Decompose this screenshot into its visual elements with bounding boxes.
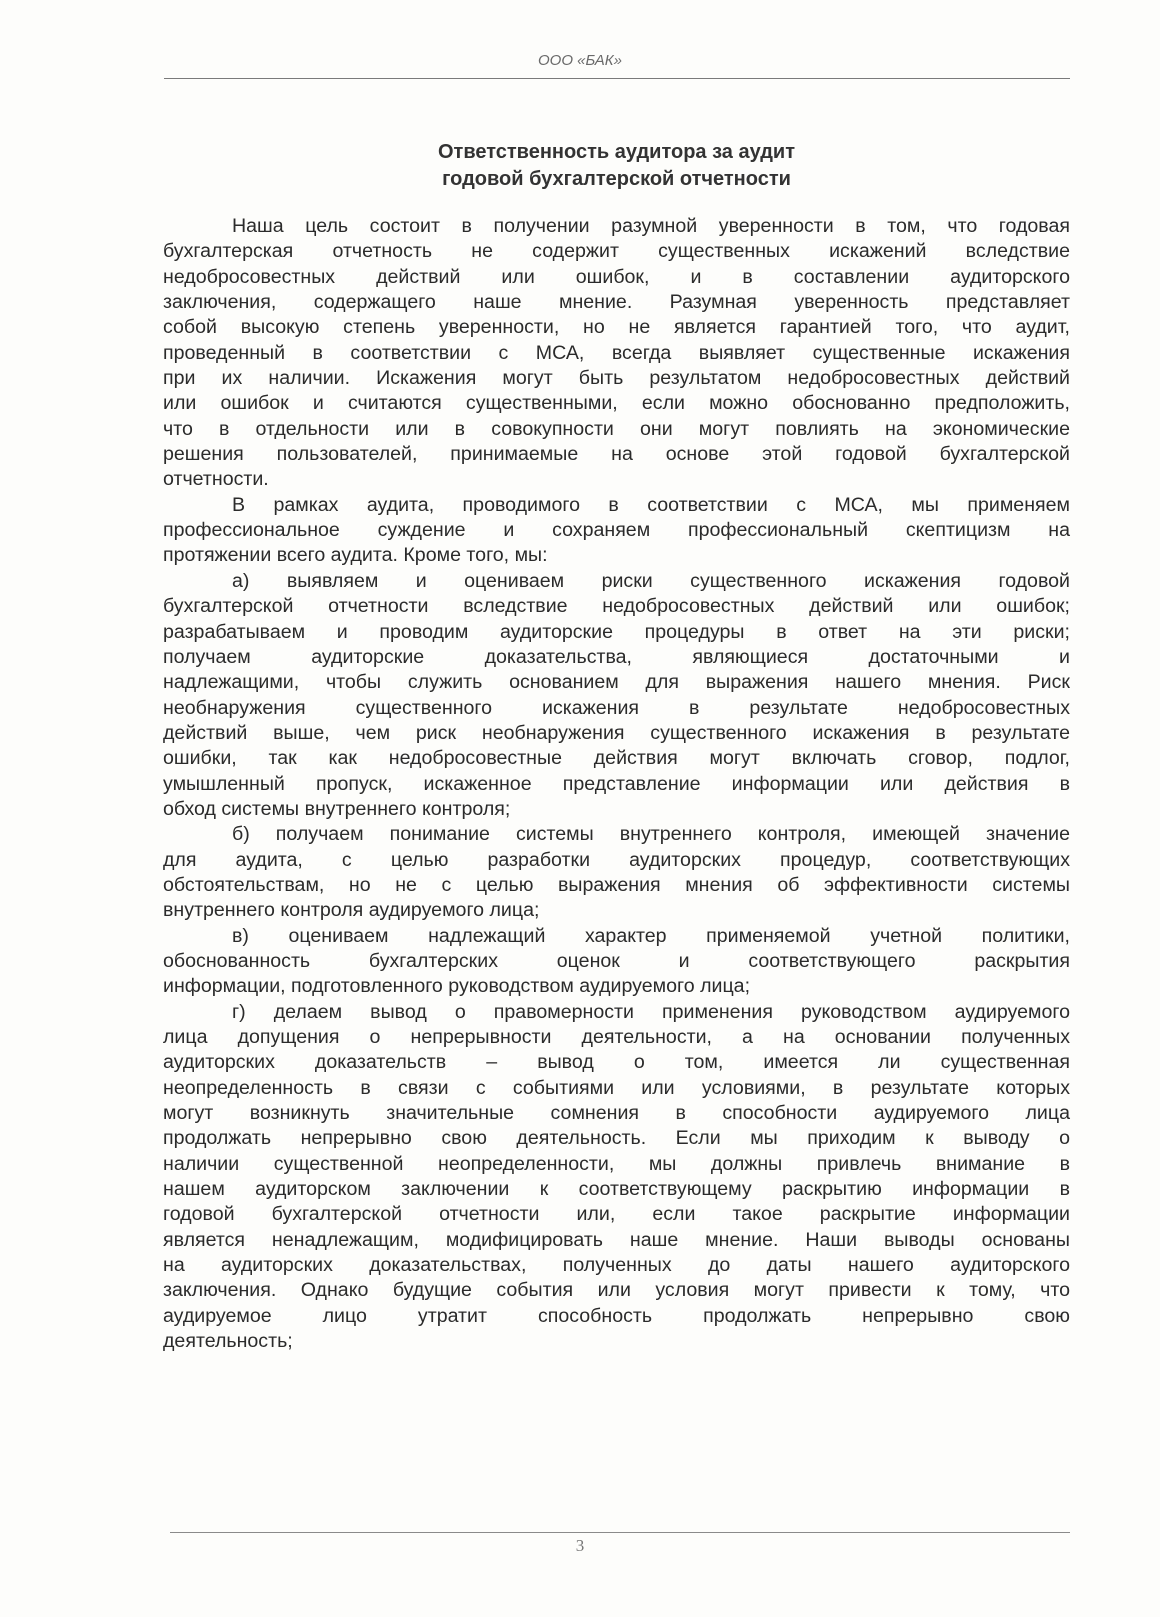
document-body <box>163 214 1070 1354</box>
paragraph <box>163 1000 1070 1355</box>
text-line: нашем аудиторском заключении к соответствующему раскрытию информации в <box>163 1178 1070 1201</box>
paragraph <box>163 493 1070 569</box>
text-line: разрабатываем и проводим аудиторские процедуры в ответ на эти риски; <box>163 620 1070 643</box>
header-company-name: ООО «БАК» <box>538 52 622 69</box>
text-line: могут возникнуть значительные сомнения в способности аудируемого лица <box>163 1102 1070 1125</box>
text-line: является ненадлежащим, модифицировать наше мнение. Наши выводы основаны <box>163 1228 1070 1251</box>
text-line: аудируемое лицо утратит способность продолжать непрерывно свою <box>163 1304 1070 1327</box>
paragraph <box>163 822 1070 923</box>
text-line: получаем аудиторские доказательства, являющиеся достаточными и <box>163 645 1070 668</box>
text-line: годовой бухгалтерской отчетности или, если такое раскрытие информации <box>163 1203 1070 1226</box>
text-line: при их наличии. Искажения могут быть результатом недобросовестных действий <box>163 367 1070 390</box>
text-line: заключения, содержащего наше мнение. Разумная уверенность представляет <box>163 291 1070 314</box>
text-line: б) получаем понимание системы внутреннего контроля, имеющей значение <box>232 823 1070 846</box>
text-line: г) делаем вывод о правомерности применения руководством аудируемого <box>232 1000 1070 1023</box>
text-line: внутреннего контроля аудируемого лица; <box>163 899 540 922</box>
text-line: профессиональное суждение и сохраняем профессиональный скептицизм на <box>163 519 1070 542</box>
text-line: аудиторских доказательств – вывод о том, имеется ли существенная <box>163 1051 1070 1074</box>
text-line: в) оцениваем надлежащий характер применяемой учетной политики, <box>232 924 1070 947</box>
paragraph <box>163 214 1070 493</box>
text-line: необнаружения существенного искажения в результате недобросовестных <box>163 696 1070 719</box>
text-line: для аудита, с целью разработки аудиторских процедур, соответствующих <box>163 848 1070 871</box>
text-line: Наша цель состоит в получении разумной уверенности в том, что годовая <box>232 215 1070 237</box>
text-line: действий выше, чем риск необнаружения существенного искажения в результате <box>163 721 1070 744</box>
text-line: собой высокую степень уверенности, но не является гарантией того, что аудит, <box>163 316 1070 339</box>
text-line: обход системы внутреннего контроля; <box>163 797 511 820</box>
text-line: бухгалтерская отчетность не содержит существенных искажений вследствие <box>163 240 1070 263</box>
text-line: отчетности. <box>163 468 269 491</box>
paragraph <box>163 924 1070 1000</box>
paragraph <box>163 569 1070 822</box>
text-line: надлежащими, чтобы служить основанием для выражения нашего мнения. Риск <box>163 671 1070 694</box>
text-line: проведенный в соответствии с МСА, всегда выявляет существенные искажения <box>163 341 1070 364</box>
text-line: бухгалтерской отчетности вследствие недобросовестных действий или ошибок; <box>163 595 1070 618</box>
text-line: а) выявляем и оцениваем риски существенного искажения годовой <box>232 569 1070 592</box>
text-line: В рамках аудита, проводимого в соответствии с МСА, мы применяем <box>232 493 1070 516</box>
footer-divider <box>170 1532 1070 1533</box>
text-line: неопределенность в связи с событиями или условиями, в результате которых <box>163 1076 1070 1099</box>
text-line: недобросовестных действий или ошибок, и в составлении аудиторского <box>163 265 1070 288</box>
text-line: обоснованность бухгалтерских оценок и соответствующего раскрытия <box>163 949 1070 972</box>
section-title-line: годовой бухгалтерской отчетности <box>442 168 791 190</box>
text-line: обстоятельствам, но не с целью выражения мнения об эффективности системы <box>163 873 1070 896</box>
text-line: деятельность; <box>163 1330 293 1353</box>
text-line: информации, подготовленного руководством аудируемого лица; <box>163 975 751 998</box>
page-number: 3 <box>575 1536 585 1555</box>
text-line: ошибки, так как недобросовестные действия могут включать сговор, подлог, <box>163 747 1070 770</box>
text-line: лица допущения о непрерывности деятельности, а на основании полученных <box>163 1026 1070 1048</box>
header-divider <box>164 78 1070 79</box>
section-title-line: Ответственность аудитора за аудит <box>437 141 795 163</box>
text-line: наличии существенной неопределенности, мы должны привлечь внимание в <box>163 1152 1070 1175</box>
text-line: или ошибок и считаются существенными, если можно обоснованно предположить, <box>163 392 1070 415</box>
text-line: заключения. Однако будущие события или условия могут привести к тому, что <box>163 1279 1070 1302</box>
text-line: продолжать непрерывно свою деятельность. Если мы приходим к выводу о <box>163 1127 1070 1150</box>
section-title <box>163 139 1070 193</box>
text-line: протяжении всего аудита. Кроме того, мы: <box>163 544 548 567</box>
text-line: на аудиторских доказательствах, полученных до даты нашего аудиторского <box>163 1254 1070 1277</box>
text-line: умышленный пропуск, искаженное представление информации или действия в <box>163 772 1070 795</box>
text-line: решения пользователей, принимаемые на основе этой годовой бухгалтерской <box>163 443 1070 466</box>
text-line: что в отдельности или в совокупности они могут повлиять на экономические <box>163 417 1070 440</box>
